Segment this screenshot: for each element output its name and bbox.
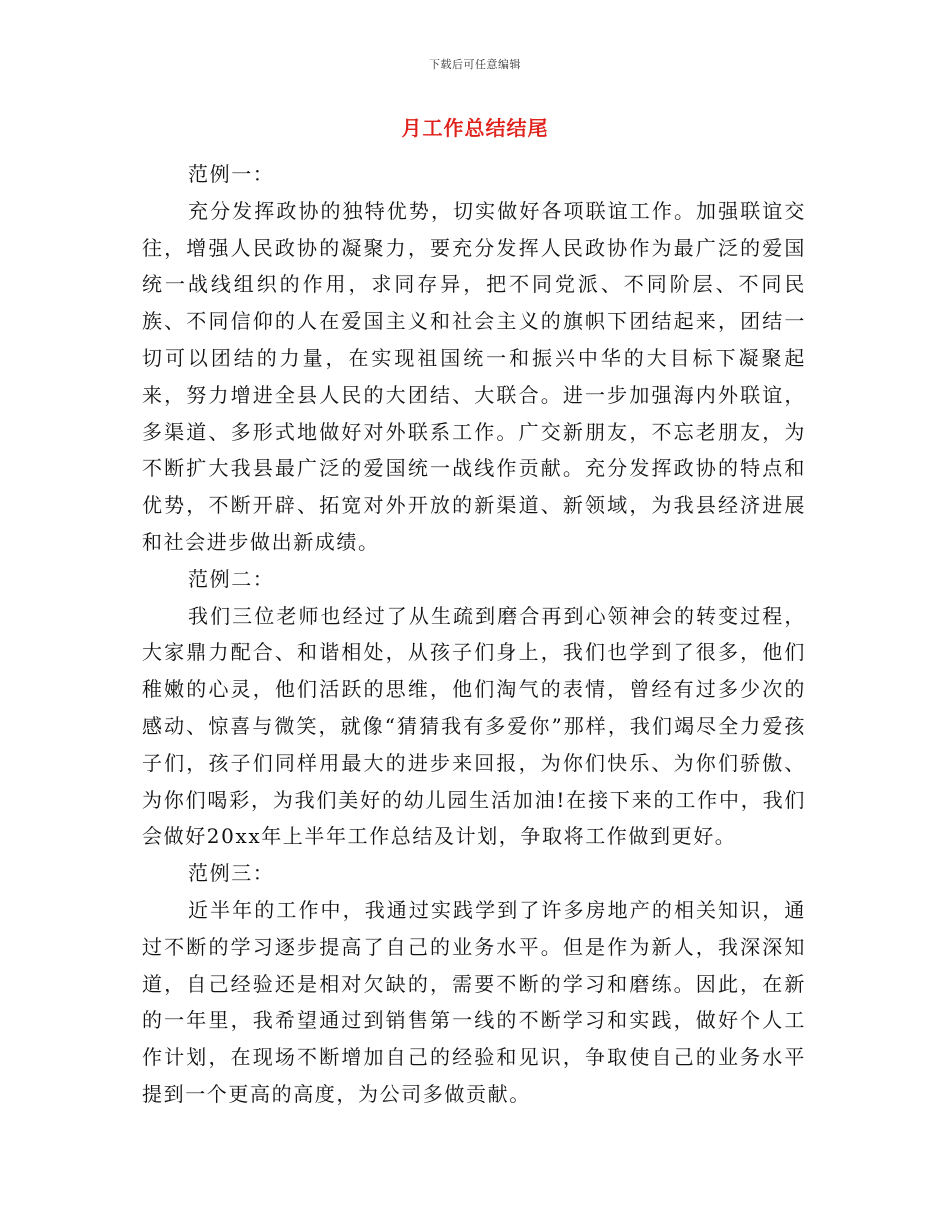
section-heading-1: 范例一： [188, 162, 275, 186]
section-paragraph-3: 近半年的工作中，我通过实践学到了许多房地产的相关知识，通过不断的学习逐步提高了自己的业务水平。但是作为新人，我深深知道，自己经验还是相对欠缺的，需要不断的学习和磨练。因此，在新的一年里，我希望通过到销售第一线的不断学习和实践，做好个人工作计划，在现场不断增加自己的经验和见识，争取使自己的业务水平提到一个更高的高度，为公司多做贡献。 [142, 897, 806, 1106]
document-body [142, 156, 806, 1113]
section-heading-3: 范例三： [188, 861, 275, 886]
section-heading-2: 范例二： [188, 566, 275, 591]
document-title: 月工作总结结尾 [401, 116, 549, 140]
section-paragraph-1: 充分发挥政协的独特优势，切实做好各项联谊工作。加强联谊交往，增强人民政协的凝聚力，要充分发挥人民政协作为最广泛的爱国统一战线组织的作用，求同存异，把不同党派、不同阶层、不同民族、不同信仰的人在爱国主义和社会主义的旗帜下团结起来，团结一切可以团结的力量，在实现祖国统一和振兴中华的大目标下凝聚起来，努力增进全县人民的大团结、大联合。进一步加强海内外联谊，多渠道、多形式地做好对外联系工作。广交新朋友，不忘老朋友，为不断扩大我县最广泛的爱国统一战线作贡献。充分发挥政协的特点和优势，不断开辟、拓宽对外开放的新渠道、新领域，为我县经济进展和社会进步做出新成绩。 [142, 198, 806, 554]
section-paragraph-2: 我们三位老师也经过了从生疏到磨合再到心领神会的转变过程，大家鼎力配合、和谐相处，从孩子们身上，我们也学到了很多，他们稚嫩的心灵，他们活跃的思维，他们淘气的表情，曾经有过多少次的感动、惊喜与微笑，就像“猜猜我有多爱你”那样，我们竭尽全力爱孩子们，孩子们同样用最大的进步来回报，为你们快乐、为你们骄傲、为你们喝彩，为我们美好的幼儿园生活加油!在接下来的工作中，我们会做好20xx年上半年工作总结及计划，争取将工作做到更好。 [142, 603, 806, 849]
header-note: 下载后可任意编辑 [429, 58, 521, 71]
